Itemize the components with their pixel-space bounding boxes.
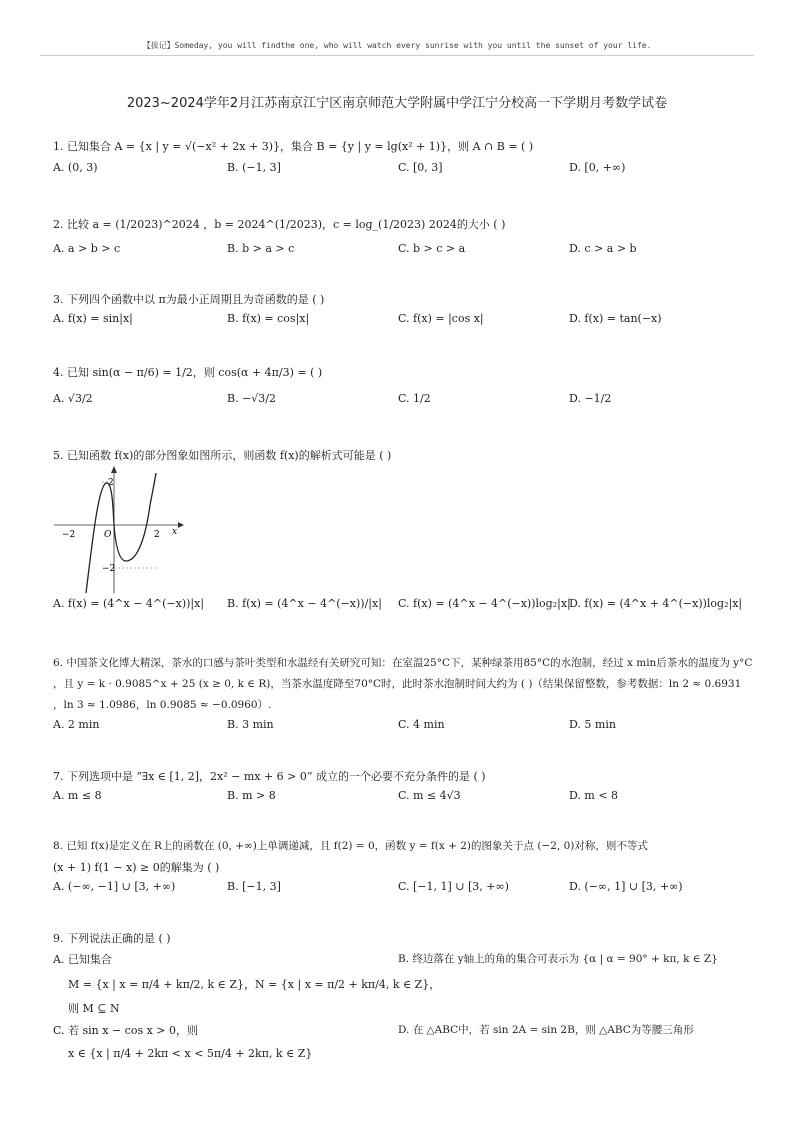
question-2-option-c[interactable]: C. b > c > a [398, 242, 466, 255]
question-9-option-a[interactable]: A. 已知集合 [53, 953, 112, 966]
question-1-stem: 1. 已知集合 A = {x | y = √(−x² + 2x + 3)}，集合 B = {y | y = lg(x² + 1)}，则 A ∩ B = ( ) [53, 140, 534, 153]
question-3-stem: 3. 下列四个函数中以 π为最小正周期且为奇函数的是 ( ) [53, 293, 325, 306]
question-6-option-a[interactable]: A. 2 min [53, 718, 100, 731]
question-2-option-b[interactable]: B. b > a > c [227, 242, 295, 255]
origin-label: O [104, 530, 112, 540]
question-8-option-d[interactable]: D. (−∞, 1] ∪ [3, +∞) [569, 880, 683, 893]
question-1-option-b[interactable]: B. (−1, 3] [227, 161, 281, 174]
question-3-option-d[interactable]: D. f(x) = tan(−x) [569, 312, 662, 325]
question-3-option-a[interactable]: A. f(x) = sin|x| [53, 312, 133, 325]
question-5-stem: 5. 已知函数 f(x)的部分图象如图所示，则函数 f(x)的解析式可能是 ( ) [53, 449, 392, 462]
question-5-option-c[interactable]: C. f(x) = (4^x − 4^(−x))log₂|x| [398, 597, 571, 610]
question-6-option-d[interactable]: D. 5 min [569, 718, 616, 731]
y-label-2: 2 [108, 478, 114, 488]
question-3-option-b[interactable]: B. f(x) = cos|x| [227, 312, 310, 325]
question-9-option-c[interactable]: C. 若 sin x − cos x > 0，则 [53, 1024, 199, 1037]
question-6-option-b[interactable]: B. 3 min [227, 718, 274, 731]
question-5-option-d[interactable]: D. f(x) = (4^x + 4^(−x))log₂|x| [569, 597, 743, 610]
question-1-option-c[interactable]: C. [0, 3] [398, 161, 443, 174]
y-label-neg2: −2 [102, 564, 116, 574]
page-header: 【拔记】Someday, you will findthe one, who will watch every sunrise with you until the sunset of your life. [142, 41, 652, 50]
question-2-option-d[interactable]: D. c > a > b [569, 242, 637, 255]
question-4-option-c[interactable]: C. 1/2 [398, 392, 431, 405]
question-7-stem: 7. 下列选项中是 “∃x ∈ [1, 2]，2x² − mx + 6 > 0” 成立的一个必要不充分条件的是 ( ) [53, 770, 486, 783]
question-8-line-2: (x + 1) f(1 − x) ≥ 0的解集为 ( ) [53, 861, 220, 874]
question-4-stem: 4. 已知 sin(α − π/6) = 1/2，则 cos(α + 4π/3) = ( ) [53, 366, 323, 379]
question-5-option-a[interactable]: A. f(x) = (4^x − 4^(−x))|x| [53, 597, 205, 610]
question-6-line-1: 6. 中国茶文化博大精深，茶水的口感与茶叶类型和水温经有关研究可知：在室温25°C下，某种绿茶用85°C的水泡制，经过 x min后茶水的温度为 y°C [53, 657, 753, 669]
question-5-option-b[interactable]: B. f(x) = (4^x − 4^(−x))/|x| [227, 597, 382, 610]
x-label-2: 2 [154, 530, 160, 540]
question-6-line-3: ，ln 3 ≈ 1.0986，ln 0.9085 ≈ −0.0960）. [53, 699, 272, 711]
question-6-line-2: ，且 y = k · 0.9085^x + 25 (x ≥ 0, k ∈ R)，当茶水温度降至70°C时，此时茶水泡制时间大约为 ( )（结果保留整数，参考数据：ln 2 ≈ 0.6931 [53, 678, 742, 690]
question-9-option-a-conclusion: 则 M ⊆ N [68, 1002, 120, 1015]
question-4-option-a[interactable]: A. √3/2 [53, 392, 93, 405]
question-9-option-a-sets: M = {x | x = π/4 + kπ/2, k ∈ Z}，N = {x | x = π/2 + kπ/4, k ∈ Z}， [68, 978, 441, 991]
question-6-option-c[interactable]: C. 4 min [398, 718, 445, 731]
y-axis-arrow [111, 466, 117, 473]
question-1-option-a[interactable]: A. (0, 3) [53, 161, 98, 174]
x-axis-arrow [178, 522, 184, 528]
header-divider [40, 55, 754, 56]
question-5-graph [50, 465, 190, 595]
question-3-option-c[interactable]: C. f(x) = |cos x| [398, 312, 484, 325]
question-9-option-d[interactable]: D. 在 △ABC中，若 sin 2A = sin 2B，则 △ABC为等腰三角形 [398, 1024, 694, 1036]
question-4-option-d[interactable]: D. −1/2 [569, 392, 612, 405]
question-7-option-d[interactable]: D. m < 8 [569, 789, 619, 802]
question-7-option-c[interactable]: C. m ≤ 4√3 [398, 789, 461, 802]
question-2-stem: 2. 比较 a = (1/2023)^2024 ，b = 2024^(1/2023)，c = log_(1/2023) 2024的大小 ( ) [53, 218, 506, 231]
question-9-stem: 9. 下列说法正确的是 ( ) [53, 932, 171, 945]
question-8-option-b[interactable]: B. [−1, 3] [227, 880, 281, 893]
exam-title: 2023~2024学年2月江苏南京江宁区南京师范大学附属中学江宁分校高一下学期月考数学试卷 [126, 96, 668, 111]
question-7-option-b[interactable]: B. m > 8 [227, 789, 276, 802]
question-8-line-1: 8. 已知 f(x)是定义在 R上的函数在 (0, +∞)上单调递减，且 f(2) = 0，函数 y = f(x + 2)的图象关于点 (−2, 0)对称，则不等式 [53, 840, 648, 852]
function-curve [86, 473, 156, 593]
question-7-option-a[interactable]: A. m ≤ 8 [53, 789, 102, 802]
question-2-option-a[interactable]: A. a > b > c [53, 242, 121, 255]
question-1-option-d[interactable]: D. [0, +∞) [569, 161, 626, 174]
question-9-option-c-set: x ∈ {x | π/4 + 2kπ < x < 5π/4 + 2kπ, k ∈ Z} [68, 1047, 313, 1060]
question-4-option-b[interactable]: B. −√3/2 [227, 392, 277, 405]
x-axis-label: x [172, 527, 178, 537]
x-label-neg2: −2 [62, 530, 76, 540]
question-8-option-c[interactable]: C. [−1, 1] ∪ [3, +∞) [398, 880, 509, 893]
question-8-option-a[interactable]: A. (−∞, −1] ∪ [3, +∞) [53, 880, 176, 893]
question-9-option-b[interactable]: B. 终边落在 y轴上的角的集合可表示为 {α | α = 90° + kπ, k ∈ Z} [398, 953, 718, 965]
